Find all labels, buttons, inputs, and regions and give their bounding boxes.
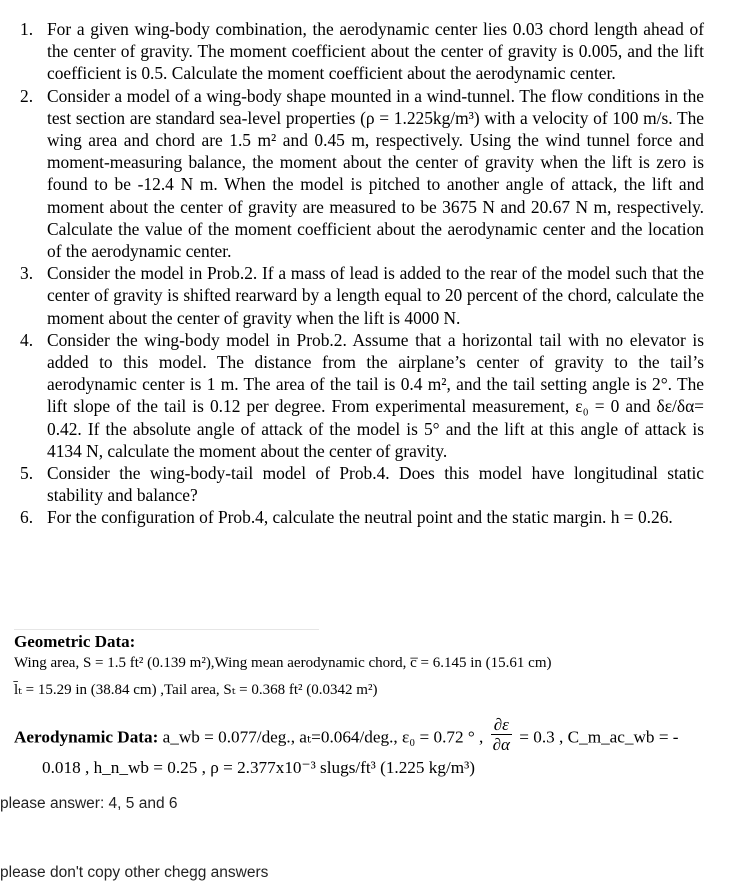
answer-request-note: please answer: 4, 5 and 6 [0,795,178,812]
problem-text: Consider the wing-body-tail model of Prob.4. Does this model have longitudinal static stability and balance? [47,463,704,506]
fraction-denominator: ∂α [492,735,510,754]
problem-text: Consider the wing-body model in Prob.2. Assume that a horizontal tail with no elevator is added to this model. The distance from the airplane’s center of gravity to the tail’s aerodynamic center is 1 m. The area of the tail is 0.4 m², and the tail setting angle is 2°. The lift slope of the tail is 0.12 per degree. From experimental measurement, ε₀ = 0 and δε/δα= 0.42. If the absolute angle of attack of the model is 5° and the lift at this angle of attack is 4134 N, calculate the moment about the center of gravity. [47,329,704,461]
aerodynamic-data-title: Aerodynamic Data: [14,727,159,747]
problem-text: Consider a model of a wing-body shape mounted in a wind-tunnel. The flow conditions in the test section are standard sea-level properties (ρ = 1.225kg/m³) with a velocity of 100 m/s. The wing area and chord are 1.5 m² and 0.45 m, respectively. Using the wind tunnel force and moment-measuring balance, the moment about the center of gravity when the lift is zero is found to be -12.4 N m. When the model is pitched to another angle of attack, the lift and moment about the center of gravity are measured to be 3675 N and 20.67 N m, respectively. Calculate the value of the moment coefficient about the aerodynamic center and the location of the aerodynamic center. [47,85,704,262]
aerodynamic-data-values-b: = 0.3 , C_m_ac_wb = - [519,727,679,747]
problem-number: 4. [20,329,34,350]
problem-2 [0,85,742,263]
problem-3 [0,262,742,329]
downwash-derivative-fraction [491,716,512,753]
aerodynamic-data-line-2: 0.018 , h_n_wb = 0.25 , ρ = 2.377x10⁻³ slugs/ft³ (1.225 kg/m³) [42,758,476,777]
problem-text: For the configuration of Prob.4, calculate the neutral point and the static margin. h = 0.26. [47,507,673,528]
problem-number: 5. [20,463,34,484]
geometric-data-line-2: l̄ₜ = 15.29 in (38.84 cm) ,Tail area, Sₜ = 0.368 ft² (0.0342 m²) [14,682,378,698]
problem-text: Consider the model in Prob.2. If a mass of lead is added to the rear of the model such that the center of gravity is shifted rearward by a length equal to 20 percent of the chord, calculate the moment about the center of gravity when the lift is 4000 N. [47,263,704,328]
problem-number: 6. [20,507,34,528]
geometric-data-line-1: Wing area, S = 1.5 ft² (0.139 m²),Wing mean aerodynamic chord, c̅ = 6.145 in (15.61 cm) [14,655,552,671]
problem-4 [0,329,742,462]
problem-1 [0,18,742,85]
problem-6 [0,506,742,528]
geometric-data-title: Geometric Data: [14,632,136,651]
copy-request-note: please don't copy other chegg answers [0,864,269,881]
problem-text: For a given wing-body combination, the aerodynamic center lies 0.03 chord length ahead of the center of gravity. The moment coefficient about the center of gravity is 0.005, and the lift coefficient is 0.5. Calculate the moment coefficient about the aerodynamic center. [47,19,704,84]
divider [14,629,319,630]
problem-number: 2. [20,85,34,106]
problem-5 [0,462,742,506]
problem-number: 1. [20,19,34,39]
aerodynamic-data-values-a: a_wb = 0.077/deg., aₜ=0.064/deg., ε₀ = 0.72 ° , [162,727,484,747]
fraction-numerator: ∂ε [491,716,512,735]
problem-number: 3. [20,263,34,284]
problem-list [0,18,742,529]
aerodynamic-data-line-1 [14,715,679,757]
